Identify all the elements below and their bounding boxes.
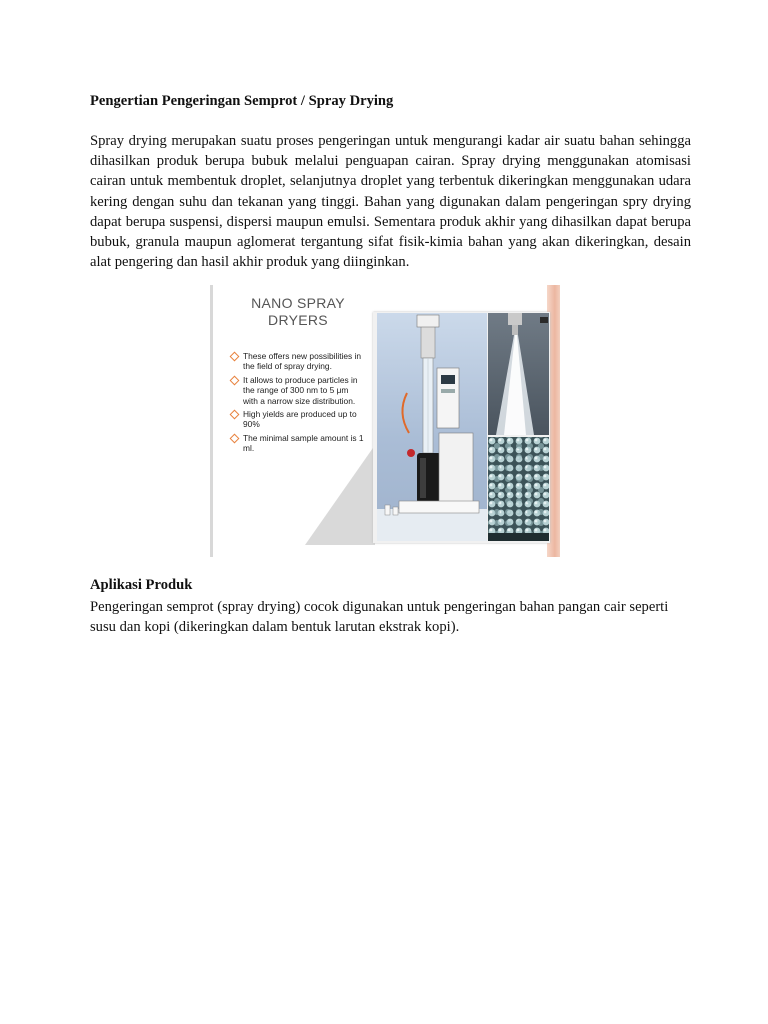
section-heading-aplikasi-produk: Aplikasi Produk bbox=[90, 577, 193, 593]
slide-bullet-text: It allows to produce particles in the range of 300 nm to 5 μm with a narrow size distribution. bbox=[243, 374, 358, 406]
slide-bullet-text: These offers new possibilities in the field of spray drying. bbox=[243, 351, 362, 372]
spray-nozzle-photo bbox=[488, 313, 549, 435]
spray-dryer-machine-illustration bbox=[377, 313, 487, 541]
slide-bullet-item bbox=[230, 351, 365, 372]
slide-bullet-item bbox=[230, 409, 365, 430]
section-heading-spray-drying: Pengertian Pengeringan Semprot / Spray Drying bbox=[90, 93, 394, 109]
spray-mist-illustration bbox=[488, 313, 549, 435]
particle-texture-illustration bbox=[488, 437, 549, 541]
slide-title-line-1: NANO SPRAY bbox=[251, 295, 345, 311]
particle-micrograph-photo bbox=[488, 437, 549, 541]
diamond-bullet-icon bbox=[230, 433, 240, 443]
spray-dryer-machine-photo bbox=[377, 313, 487, 541]
slide-bullet-text: The minimal sample amount is 1 ml. bbox=[243, 432, 364, 454]
slide-left-border bbox=[210, 285, 213, 557]
slide-bullet-item bbox=[230, 375, 365, 406]
paragraph-spray-drying: Spray drying merupakan suatu proses pengeringan untuk mengurangi kadar air suatu bahan sehingga dihasilkan produk berupa bubuk melalui penguapan cairan. Spray drying menggunakan atomisasi cairan untuk membentuk droplet, selanjutnya droplet yang terbentuk dikeringkan menggunakan udara kering dengan suhu dan tekanan yang tinggi. Bahan yang digunakan dalam pengeringan spry drying dapat berupa suspensi, dispersi maupun emulsi. Sementara produk akhir yang dihasilkan dapat berupa bubuk, granula maupun aglomerat tergantung sifat fisik-kimia bahan yang akan dikeringkan, desain alat pengering dan hasil akhir produk yang diinginkan. bbox=[90, 133, 691, 271]
slide-bullet-list bbox=[230, 351, 365, 457]
nano-spray-dryer-slide-image bbox=[210, 285, 560, 557]
diamond-bullet-icon bbox=[230, 410, 240, 420]
slide-bullet-text: High yields are produced up to 90% bbox=[243, 409, 357, 430]
slide-title-line-2: DRYERS bbox=[268, 312, 328, 328]
slide-bullet-item bbox=[230, 433, 365, 454]
paragraph-aplikasi-produk: Pengeringan semprot (spray drying) cocok digunakan untuk pengeringan bahan pangan cair seperti susu dan kopi (dikeringkan dalam bentuk larutan ekstrak kopi). bbox=[90, 599, 669, 636]
diamond-bullet-icon bbox=[230, 375, 240, 385]
diamond-bullet-icon bbox=[230, 352, 240, 362]
slide-shadow-shape bbox=[305, 445, 375, 545]
slide-title bbox=[238, 295, 358, 329]
